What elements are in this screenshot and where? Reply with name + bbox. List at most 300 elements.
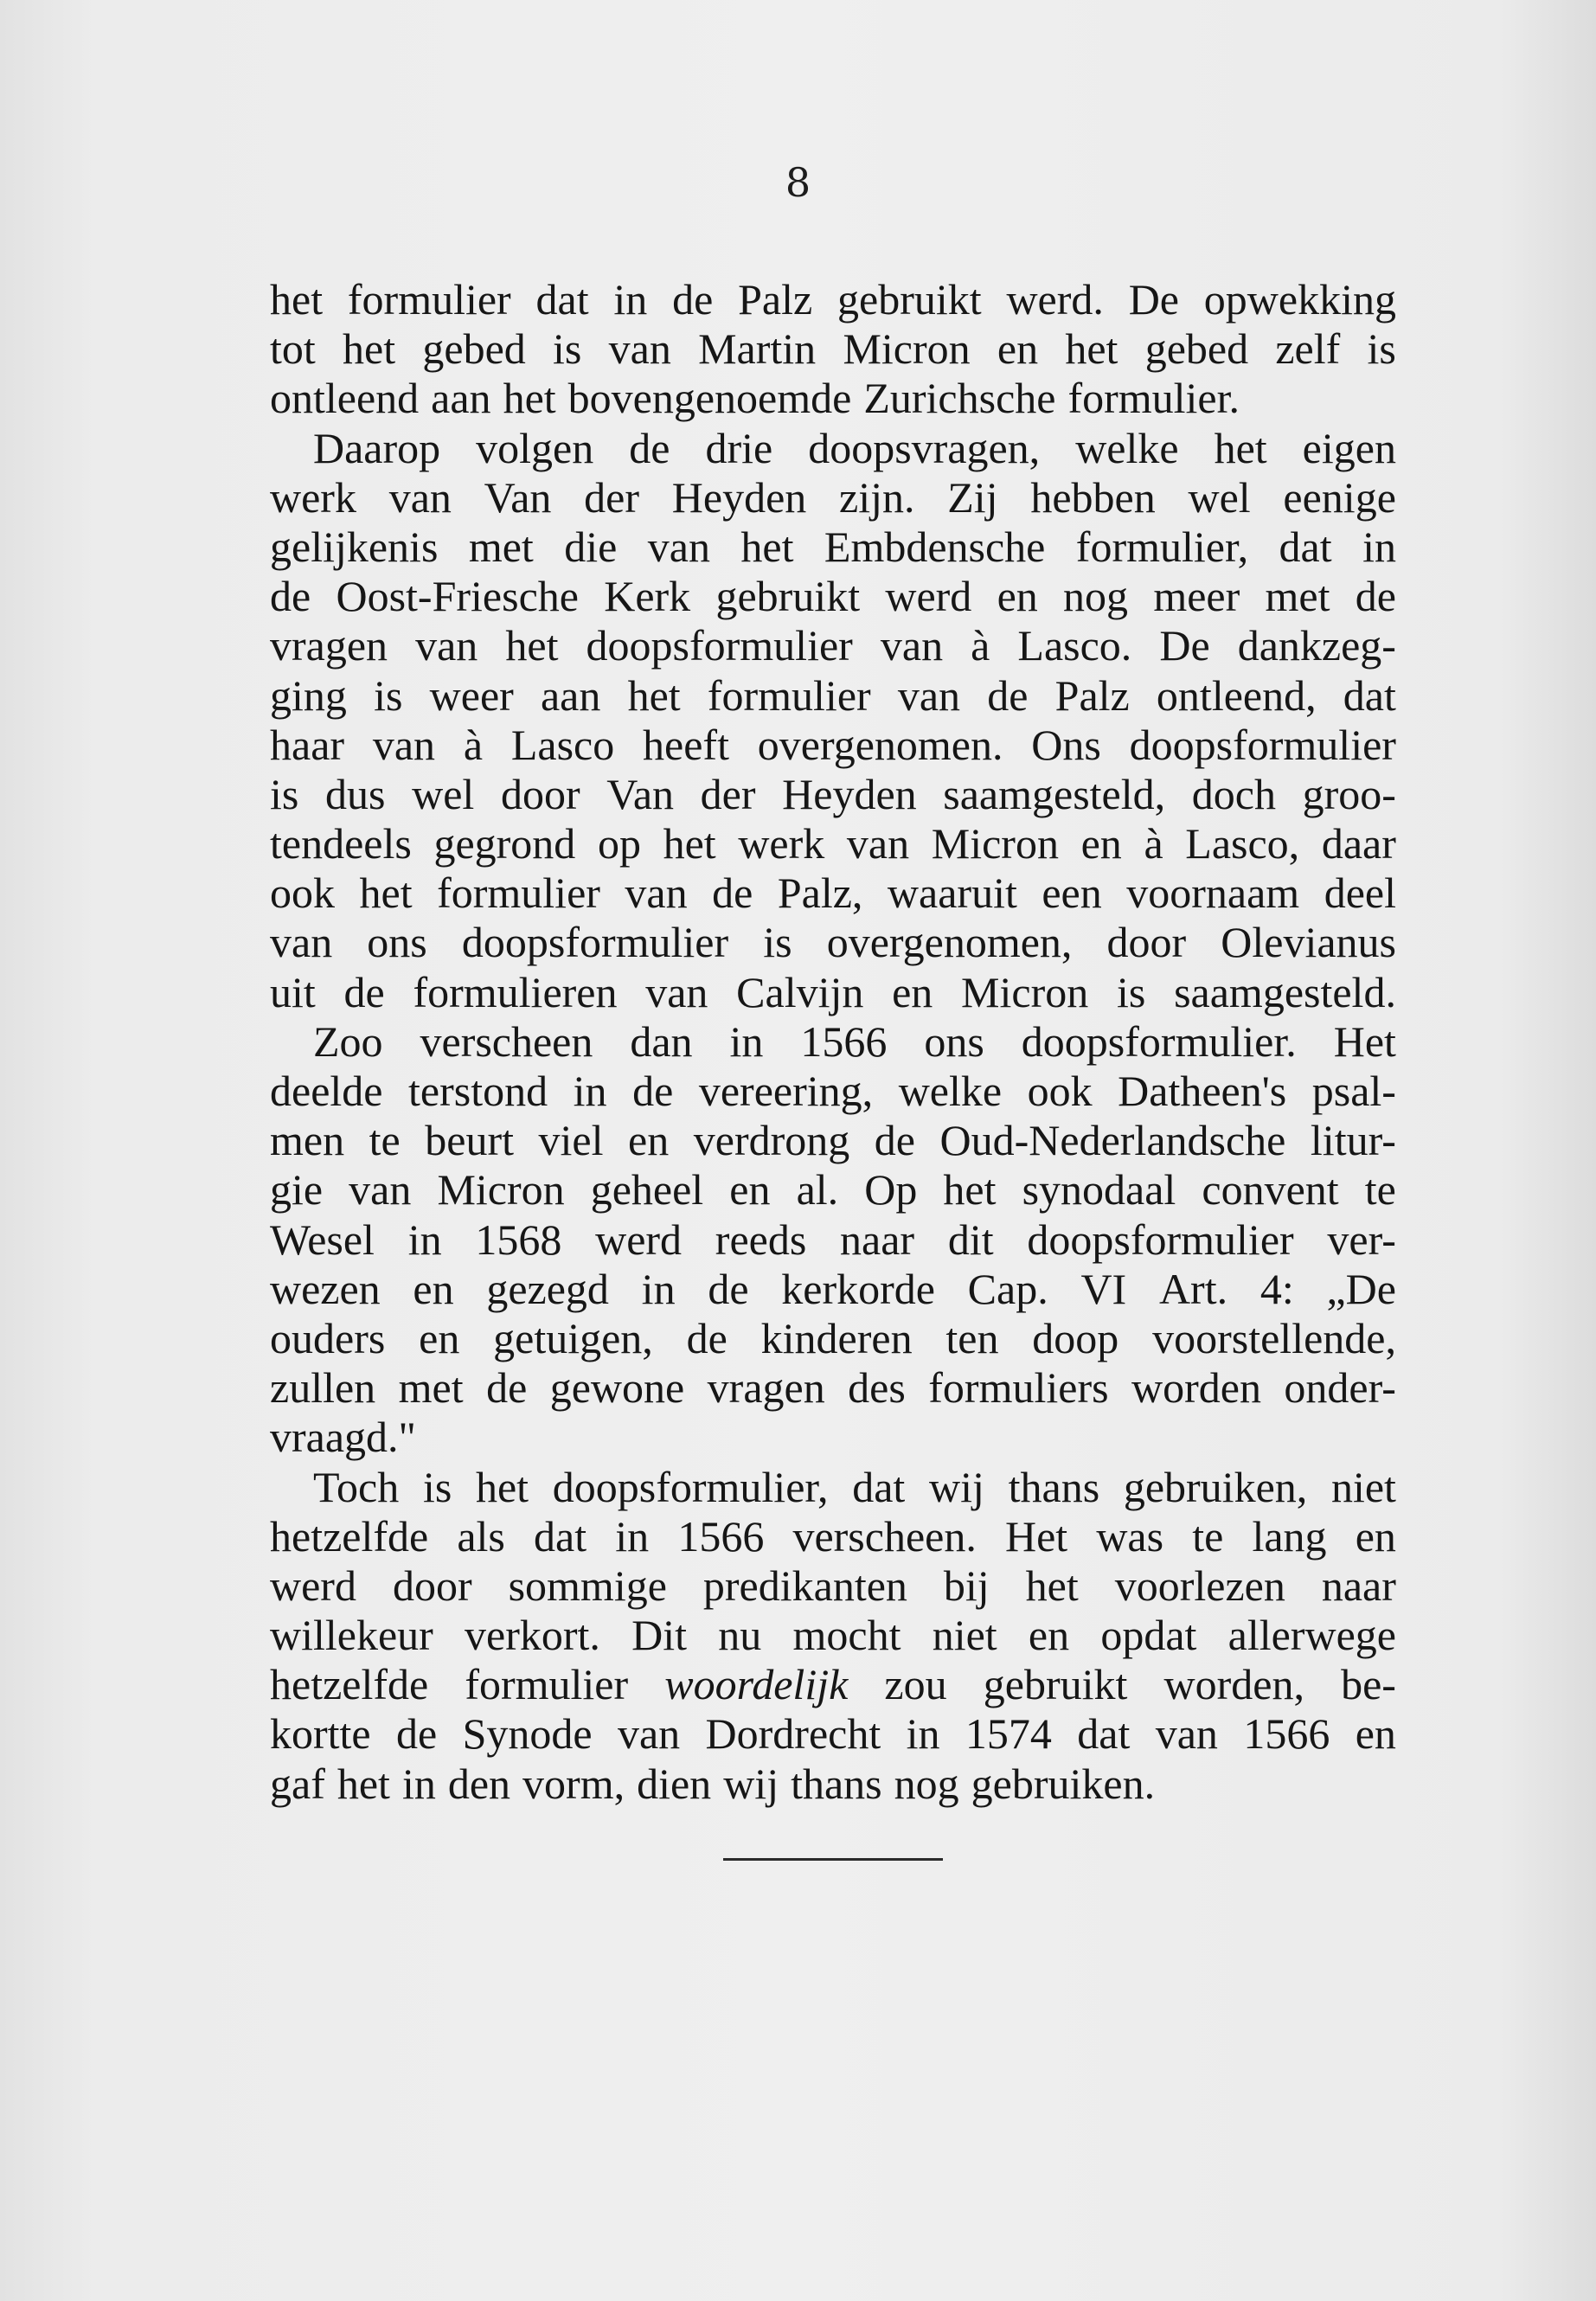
word: van: [372, 720, 436, 769]
word: werd: [270, 1561, 356, 1610]
text-line: [270, 1561, 1396, 1611]
word: de: [712, 868, 753, 918]
word: Art.: [1158, 1264, 1228, 1313]
word: groo-: [1302, 769, 1396, 818]
word: Synode: [462, 1709, 593, 1759]
word: van: [388, 472, 452, 522]
word: sommige: [508, 1561, 667, 1610]
word: wij: [723, 1759, 779, 1808]
word: van: [846, 819, 910, 868]
word: Micron: [437, 1165, 565, 1215]
word: het: [503, 374, 556, 423]
word: wij: [929, 1462, 984, 1511]
end-rule: [723, 1858, 943, 1861]
word: Micron: [931, 819, 1059, 868]
word: thans: [791, 1759, 882, 1808]
word: doopsformulier.: [1021, 1016, 1297, 1066]
word: tendeels: [270, 819, 412, 868]
word: vragen: [270, 621, 388, 670]
word: gebruiken,: [1123, 1462, 1308, 1511]
word: aan: [540, 670, 601, 720]
word: daar: [1321, 819, 1396, 868]
word: van: [1155, 1709, 1218, 1759]
word: 1566: [800, 1016, 888, 1066]
word: Ons: [1031, 720, 1101, 769]
word: psal-: [1311, 1067, 1396, 1115]
word: kinderen: [760, 1313, 913, 1362]
word: dat: [852, 1462, 906, 1511]
word: overgenomen.: [757, 720, 1003, 769]
word: nog: [894, 1759, 959, 1808]
word: Heyden: [782, 769, 917, 818]
word: in: [641, 1264, 676, 1313]
word: wel: [1188, 472, 1251, 522]
word: verdrong: [693, 1116, 850, 1165]
word: werd: [595, 1215, 683, 1264]
word: gaf: [270, 1759, 325, 1808]
word: Lasco: [510, 720, 615, 769]
word: Kerk: [604, 572, 691, 621]
word: gelijkenis: [270, 522, 439, 571]
word: in: [615, 1511, 650, 1561]
word: dus: [325, 769, 386, 818]
word: synodaal: [1022, 1165, 1176, 1215]
word: Zij: [947, 472, 998, 522]
word: het: [1065, 324, 1118, 374]
word: en: [413, 1264, 454, 1313]
word: in: [613, 275, 648, 324]
word: het: [270, 275, 324, 324]
word: en: [1355, 1709, 1396, 1759]
word: van: [880, 621, 944, 670]
word: verscheen: [420, 1016, 593, 1066]
word: is: [763, 918, 792, 967]
word: welke: [1075, 423, 1179, 472]
word: te: [1192, 1511, 1224, 1561]
word: eenige: [1283, 472, 1396, 522]
word: gebruikt: [715, 572, 861, 621]
word: formulier,: [1075, 522, 1249, 571]
word: Palz,: [777, 868, 863, 918]
word: dat: [1343, 670, 1396, 720]
word: de: [343, 967, 385, 1016]
word: is: [270, 769, 299, 818]
text-line: [270, 1363, 1396, 1413]
word: à: [1144, 819, 1163, 868]
text-line: [270, 721, 1396, 770]
word: doch: [1191, 769, 1276, 818]
word: zou: [884, 1660, 947, 1709]
word: worden: [1131, 1363, 1261, 1413]
word: Zurichsche: [863, 374, 1056, 423]
text-line: [270, 1215, 1396, 1265]
word: predikanten: [702, 1561, 907, 1610]
word: en: [419, 1313, 460, 1362]
word: haar: [270, 720, 345, 769]
word: van: [617, 1709, 681, 1759]
word: formulier.: [1067, 374, 1240, 423]
word: werk: [738, 819, 825, 868]
word: de: [987, 670, 1029, 720]
word: de: [672, 275, 714, 324]
word: op: [597, 819, 641, 868]
word: dat: [1077, 1709, 1131, 1759]
word: hetzelfde: [270, 1660, 429, 1709]
word: en: [729, 1165, 771, 1215]
word: het: [343, 324, 396, 374]
word: woordelijk: [664, 1660, 849, 1709]
word: vraagd.": [270, 1413, 416, 1462]
word: doopsformulier: [1027, 1215, 1294, 1264]
word: Oost-Friesche: [336, 572, 579, 621]
word: de: [1355, 572, 1396, 621]
word: à: [463, 720, 484, 769]
text-line: [270, 770, 1396, 819]
word: formulier: [465, 1660, 629, 1709]
word: Wesel: [270, 1215, 375, 1264]
word: al.: [796, 1165, 839, 1215]
word: deel: [1324, 868, 1396, 918]
word: saamgesteld.: [1174, 967, 1396, 1016]
word: zijn.: [839, 472, 915, 522]
word: als: [457, 1511, 505, 1561]
word: drie: [705, 423, 773, 472]
word: naar: [840, 1215, 915, 1264]
word: deelde: [270, 1067, 383, 1115]
word: Van: [606, 769, 675, 818]
word: de: [270, 572, 311, 621]
word: van: [349, 1165, 412, 1215]
word: welke: [898, 1067, 1003, 1115]
word: zelf: [1275, 324, 1341, 374]
word: formuliers: [928, 1363, 1109, 1413]
word: is: [374, 670, 403, 720]
word: volgen: [476, 423, 594, 472]
word: doop: [1032, 1313, 1119, 1362]
word: en: [1080, 819, 1122, 868]
word: niet: [1330, 1462, 1396, 1511]
word: doopsformulier: [461, 918, 729, 967]
word: kortte: [270, 1709, 371, 1759]
word: vereering,: [698, 1067, 874, 1115]
word: het: [1025, 1561, 1079, 1610]
word: hebben: [1030, 472, 1156, 522]
word: vorm,: [522, 1759, 625, 1808]
word: der: [584, 472, 640, 522]
word: door: [1106, 918, 1187, 967]
word: het: [1214, 423, 1267, 472]
word: in: [729, 1016, 764, 1066]
word: de: [632, 1067, 674, 1115]
word: hetzelfde: [270, 1511, 429, 1561]
word: worden,: [1163, 1660, 1304, 1709]
word: en: [1028, 1611, 1070, 1660]
text-line: [270, 1611, 1396, 1660]
word: ook: [270, 868, 335, 918]
word: is: [1116, 967, 1146, 1016]
text-line: [270, 1759, 1396, 1809]
word: willekeur: [270, 1611, 433, 1660]
word: van: [897, 670, 961, 720]
word: 1574: [965, 1709, 1052, 1759]
word: van: [645, 967, 708, 1016]
word: à: [971, 621, 990, 670]
word: overgenomen,: [826, 918, 1073, 967]
word: de: [396, 1709, 438, 1759]
word: gebruikt: [837, 275, 982, 324]
word: litur-: [1310, 1116, 1396, 1165]
text-line: [270, 819, 1396, 868]
word: met: [468, 522, 534, 571]
text-line: [270, 1314, 1396, 1363]
text-line: [270, 522, 1396, 572]
word: dat: [1279, 522, 1332, 571]
word: mocht: [792, 1611, 901, 1660]
word: werd: [885, 572, 972, 621]
word: bij: [943, 1561, 990, 1610]
word: gegrond: [433, 819, 576, 868]
word: gebruikt: [983, 1660, 1128, 1709]
word: van: [608, 324, 671, 374]
word: met: [1265, 572, 1330, 621]
word: VI: [1080, 1264, 1127, 1313]
word: voorstellende,: [1152, 1313, 1396, 1362]
word: gebruiken.: [971, 1759, 1156, 1808]
word: die: [564, 522, 618, 571]
word: dankzeg-: [1237, 621, 1396, 670]
text-line: [270, 1413, 1396, 1462]
word: in: [906, 1709, 940, 1759]
word: van: [625, 868, 688, 918]
word: en: [997, 324, 1039, 374]
word: De: [1128, 275, 1179, 324]
word: Dordrecht: [705, 1709, 881, 1759]
word: Micron: [843, 324, 971, 374]
word: van: [415, 621, 478, 670]
word: Cap.: [967, 1264, 1048, 1313]
word: Palz: [1054, 670, 1130, 720]
word: was: [1096, 1511, 1164, 1561]
word: ouders: [270, 1313, 386, 1362]
word: uit: [270, 967, 316, 1016]
word: convent: [1202, 1165, 1339, 1215]
word: Lasco,: [1185, 819, 1300, 868]
word: 4:: [1259, 1264, 1294, 1313]
word: de: [686, 1313, 727, 1362]
word: opwekking: [1203, 275, 1396, 324]
word: werd.: [1006, 275, 1104, 324]
word: het: [740, 522, 794, 571]
word: ons: [367, 918, 427, 967]
word: terstond: [408, 1067, 548, 1115]
text-line: [270, 424, 1396, 473]
word: tot: [270, 324, 316, 374]
word: het: [627, 670, 681, 720]
text-line: [270, 1067, 1396, 1116]
word: de: [874, 1116, 915, 1165]
text-line: [270, 1463, 1396, 1512]
word: dit: [947, 1215, 994, 1264]
word: gebed: [422, 324, 526, 374]
word: te: [1364, 1165, 1396, 1215]
word: opdat: [1100, 1611, 1197, 1660]
word: en: [997, 572, 1038, 621]
word: gie: [270, 1165, 324, 1215]
word: Het: [1004, 1511, 1068, 1561]
word: ver-: [1327, 1215, 1396, 1264]
word: Het: [1333, 1016, 1396, 1066]
word: van: [270, 918, 333, 967]
word: doopsformulier: [586, 621, 853, 670]
word: is: [553, 324, 582, 374]
word: voornaam: [1126, 868, 1300, 918]
page-number: 8: [785, 159, 811, 206]
word: met: [398, 1363, 464, 1413]
word: eigen: [1302, 423, 1396, 472]
word: Datheen's: [1118, 1067, 1287, 1115]
word: is: [422, 1462, 452, 1511]
word: dat: [535, 275, 589, 324]
word: voorlezen: [1114, 1561, 1285, 1610]
word: Martin: [698, 324, 817, 374]
text-line: [270, 1709, 1396, 1759]
word: weer: [429, 670, 514, 720]
word: het: [943, 1165, 997, 1215]
word: formulier: [707, 670, 871, 720]
word: Heyden: [671, 472, 807, 522]
word: onder-: [1284, 1363, 1396, 1413]
word: en: [1355, 1511, 1396, 1561]
word: te: [369, 1116, 401, 1165]
word: men: [270, 1116, 345, 1165]
word: werk: [270, 472, 356, 522]
word: getuigen,: [493, 1313, 653, 1362]
text-line: [270, 918, 1396, 967]
word: het: [475, 1462, 529, 1511]
text-line: [270, 671, 1396, 721]
word: aan: [431, 374, 491, 423]
word: het: [663, 819, 716, 868]
text-line: [270, 1512, 1396, 1561]
word: den: [447, 1759, 511, 1808]
word: kerkorde: [781, 1264, 935, 1313]
word: de: [486, 1363, 528, 1413]
text-line: [270, 275, 1396, 324]
word: heeft: [643, 720, 729, 769]
text-line: [270, 1017, 1396, 1067]
word: Daarop: [313, 423, 441, 472]
text-line: [270, 1165, 1396, 1215]
word: beurt: [425, 1116, 514, 1165]
text-line: [270, 968, 1396, 1017]
body-text: [270, 275, 1396, 1809]
word: formulieren: [413, 967, 618, 1016]
word: formulier: [347, 275, 511, 324]
word: vragen: [707, 1363, 825, 1413]
word: allerwege: [1227, 1611, 1396, 1660]
word: 1568: [475, 1215, 562, 1264]
text-line: [270, 324, 1396, 374]
word: des: [848, 1363, 906, 1413]
word: Lasco.: [1017, 621, 1132, 670]
word: formulier: [437, 868, 600, 918]
word: de: [708, 1264, 749, 1313]
word: door: [392, 1561, 472, 1610]
word: het: [359, 868, 413, 918]
word: saamgesteld,: [943, 769, 1166, 818]
word: dat: [534, 1511, 587, 1561]
word: in: [1362, 522, 1396, 571]
word: geheel: [590, 1165, 704, 1215]
word: Dit: [631, 1611, 688, 1660]
word: gebed: [1144, 324, 1249, 374]
word: Embdensche: [824, 522, 1046, 571]
word: bovengenoemde: [567, 374, 852, 423]
word: ontleend: [270, 374, 420, 423]
word: Micron: [961, 967, 1089, 1016]
word: reeds: [715, 1215, 807, 1264]
word: in: [401, 1759, 436, 1808]
word: De: [1159, 621, 1210, 670]
word: ons: [924, 1016, 984, 1066]
word: Oud-Nederlandsche: [939, 1116, 1286, 1165]
word: en: [628, 1116, 670, 1165]
word: naar: [1321, 1561, 1396, 1610]
word: niet: [932, 1611, 997, 1660]
word: thans: [1008, 1462, 1100, 1511]
word: van: [647, 522, 710, 571]
word: Palz: [738, 275, 813, 324]
word: doopsformulier,: [552, 1462, 829, 1511]
word: nog: [1063, 572, 1129, 621]
word: in: [573, 1067, 607, 1115]
word: Zoo: [313, 1016, 383, 1066]
word: 1566: [677, 1511, 765, 1561]
word: meer: [1153, 572, 1240, 621]
word: waaruit: [887, 868, 1017, 918]
word: het: [337, 1759, 390, 1808]
word: een: [1042, 868, 1102, 918]
word: het: [505, 621, 559, 670]
text-line: [270, 473, 1396, 522]
word: ook: [1027, 1067, 1093, 1115]
word: verkort.: [465, 1611, 600, 1660]
word: 1566: [1243, 1709, 1330, 1759]
word: ging: [270, 670, 347, 720]
word: wezen: [270, 1264, 381, 1313]
word: be-: [1341, 1660, 1396, 1709]
word: is: [1367, 324, 1396, 374]
word: nu: [718, 1611, 762, 1660]
word: door: [500, 769, 580, 818]
word: ten: [945, 1313, 999, 1362]
word: „De: [1326, 1264, 1396, 1313]
word: viel: [538, 1116, 604, 1165]
word: doopsformulier: [1129, 720, 1396, 769]
text-line: [270, 621, 1396, 670]
word: ontleend,: [1156, 670, 1317, 720]
word: Calvijn: [736, 967, 864, 1016]
word: gewone: [549, 1363, 685, 1413]
word: dien: [637, 1759, 712, 1808]
text-line: [270, 572, 1396, 621]
word: doopsvragen,: [808, 423, 1041, 472]
text-line: [270, 1116, 1396, 1165]
word: zullen: [270, 1363, 376, 1413]
text-line: [270, 374, 1396, 423]
word: in: [407, 1215, 442, 1264]
word: der: [700, 769, 756, 818]
